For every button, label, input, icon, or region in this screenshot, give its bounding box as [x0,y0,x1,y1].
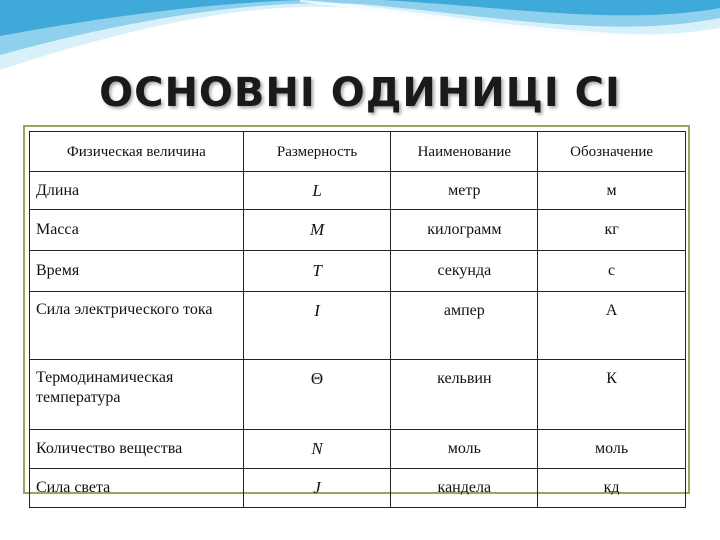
table-row [30,360,686,430]
cell-name: килограмм [391,210,538,251]
cell-quantity: Сила электрического тока [30,292,244,360]
cell-quantity: Сила света [30,469,244,508]
cell-quantity: Длина [30,172,244,210]
cell-symbol: кд [538,469,686,508]
cell-symbol: с [538,251,686,292]
cell-dimension: N [243,430,391,469]
table-row [30,430,686,469]
si-units-table [29,131,686,508]
cell-quantity: Масса [30,210,244,251]
cell-name: ампер [391,292,538,360]
cell-symbol: моль [538,430,686,469]
cell-quantity: Количество вещества [30,430,244,469]
cell-symbol: А [538,292,686,360]
cell-quantity: Термодинамическая температура [30,360,244,430]
decorative-wave-header [0,0,720,80]
header-dimension: Размерность [243,132,391,172]
si-units-table-frame [23,125,690,497]
header-quantity: Физическая величина [30,132,244,172]
table-row [30,292,686,360]
cell-name: секунда [391,251,538,292]
cell-dimension: M [243,210,391,251]
header-name: Наименование [391,132,538,172]
cell-dimension: T [243,251,391,292]
cell-name: моль [391,430,538,469]
cell-name: метр [391,172,538,210]
page-title: ОСНОВНІ ОДИНИЦІ СІ [99,70,621,116]
table-row [30,251,686,292]
table-row [30,172,686,210]
cell-name: кандела [391,469,538,508]
header-symbol: Обозначение [538,132,686,172]
cell-quantity: Время [30,251,244,292]
cell-dimension: I [243,292,391,360]
table-row [30,210,686,251]
cell-dimension: L [243,172,391,210]
table-row [30,469,686,508]
cell-dimension: J [243,469,391,508]
cell-symbol: К [538,360,686,430]
table-header-row [30,132,686,172]
cell-dimension: Θ [243,360,391,430]
cell-symbol: кг [538,210,686,251]
cell-name: кельвин [391,360,538,430]
cell-symbol: м [538,172,686,210]
